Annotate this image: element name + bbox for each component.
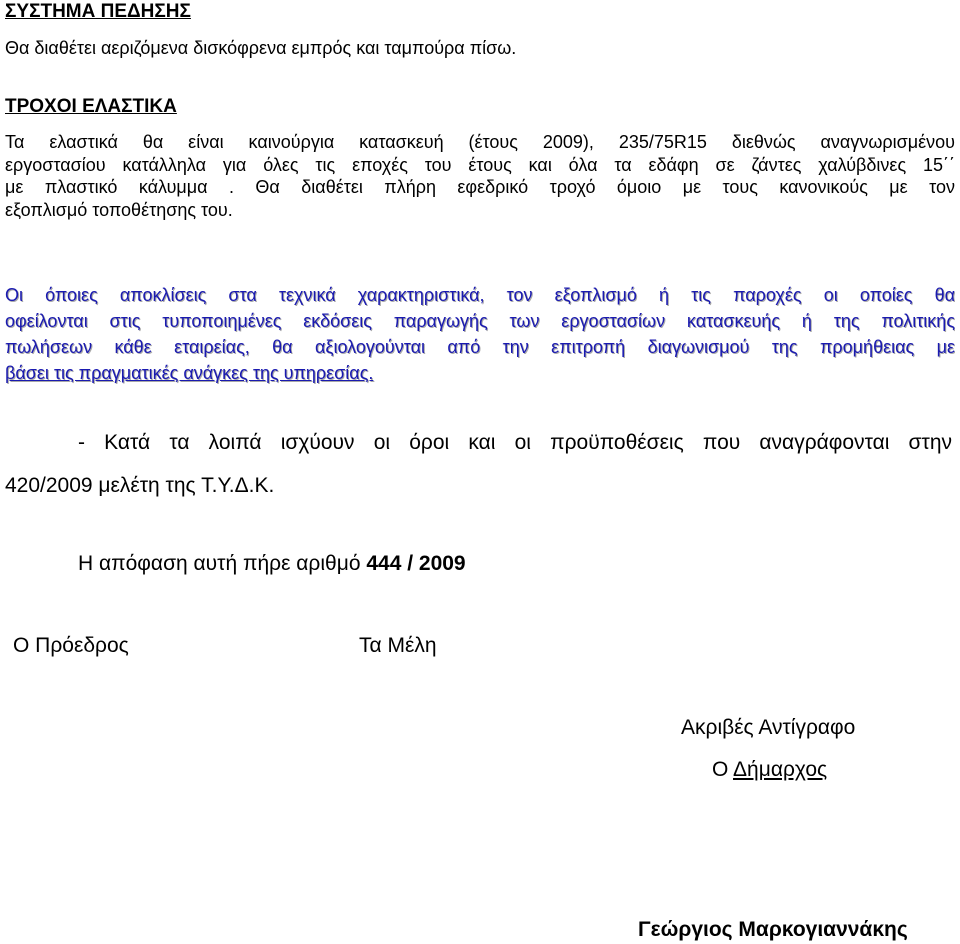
notice-line: πωλήσεων κάθε εταιρείας, θα αξιολογούνται από την επιτροπή διαγωνισμού της προμήθειας με xyxy=(5,337,955,357)
decision-number: 444 / 2009 xyxy=(366,552,466,575)
tires-line: με πλαστικό κάλυμμα . Θα διαθέτει πλήρη εφεδρικό τροχό όμοιο με τους κανονικούς με τον xyxy=(5,177,955,197)
tires-paragraph xyxy=(5,131,955,221)
tires-line: Τα ελαστικά θα είναι καινούργια κατασκευή (έτους 2009), 235/75R15 διεθνώς αναγνωρισμένου xyxy=(5,132,955,152)
deviations-notice xyxy=(5,282,955,386)
terms-clause-line2: 420/2009 μελέτη της Τ.Υ.Δ.Κ. xyxy=(5,474,275,497)
braking-heading: ΣΥΣΤΗΜΑ ΠΕΔΗΣΗΣ xyxy=(5,1,191,22)
mayor-title: Δήμαρχος xyxy=(733,758,828,781)
true-copy-label: Ακριβές Αντίγραφο xyxy=(681,716,856,739)
members-label: Τα Μέλη xyxy=(359,634,437,657)
tires-line: εργοστασίου κατάλληλα για όλες τις εποχές του έτους και όλα τα εδάφη σε ζάντες χαλύβδινες 15΄΄ xyxy=(5,154,955,175)
notice-line: οφείλονται στις τυποποιημένες εκδόσεις παραγωγής των εργοστασίων κατασκευής ή της πολιτικής xyxy=(5,311,955,331)
notice-line: βάσει τις πραγματικές ανάγκες της υπηρεσίας. xyxy=(5,363,374,383)
mayor-name: Γεώργιος Μαρκογιαννάκης xyxy=(638,918,908,941)
terms-clause-line1: - Κατά τα λοιπά ισχύουν οι όροι και οι προϋποθέσεις που αναγράφονται στην xyxy=(78,431,952,454)
mayor-prefix: Ο xyxy=(712,758,734,781)
president-label: Ο Πρόεδρος xyxy=(13,634,129,657)
tires-line: εξοπλισμό τοποθέτησης του. xyxy=(5,199,233,220)
decision-number-line xyxy=(78,551,466,577)
mayor-label xyxy=(712,757,827,783)
tires-heading: ΤΡΟΧΟΙ ΕΛΑΣΤΙΚΑ xyxy=(5,96,177,117)
braking-text: Θα διαθέτει αεριζόμενα δισκόφρενα εμπρός και ταμπούρα πίσω. xyxy=(5,38,517,58)
notice-line: Οι όποιες αποκλίσεις στα τεχνικά χαρακτηριστικά, τον εξοπλισμό ή τις παροχές οι οποίες θα xyxy=(5,285,955,305)
decision-prefix: Η απόφαση αυτή πήρε αριθμό xyxy=(78,552,367,575)
